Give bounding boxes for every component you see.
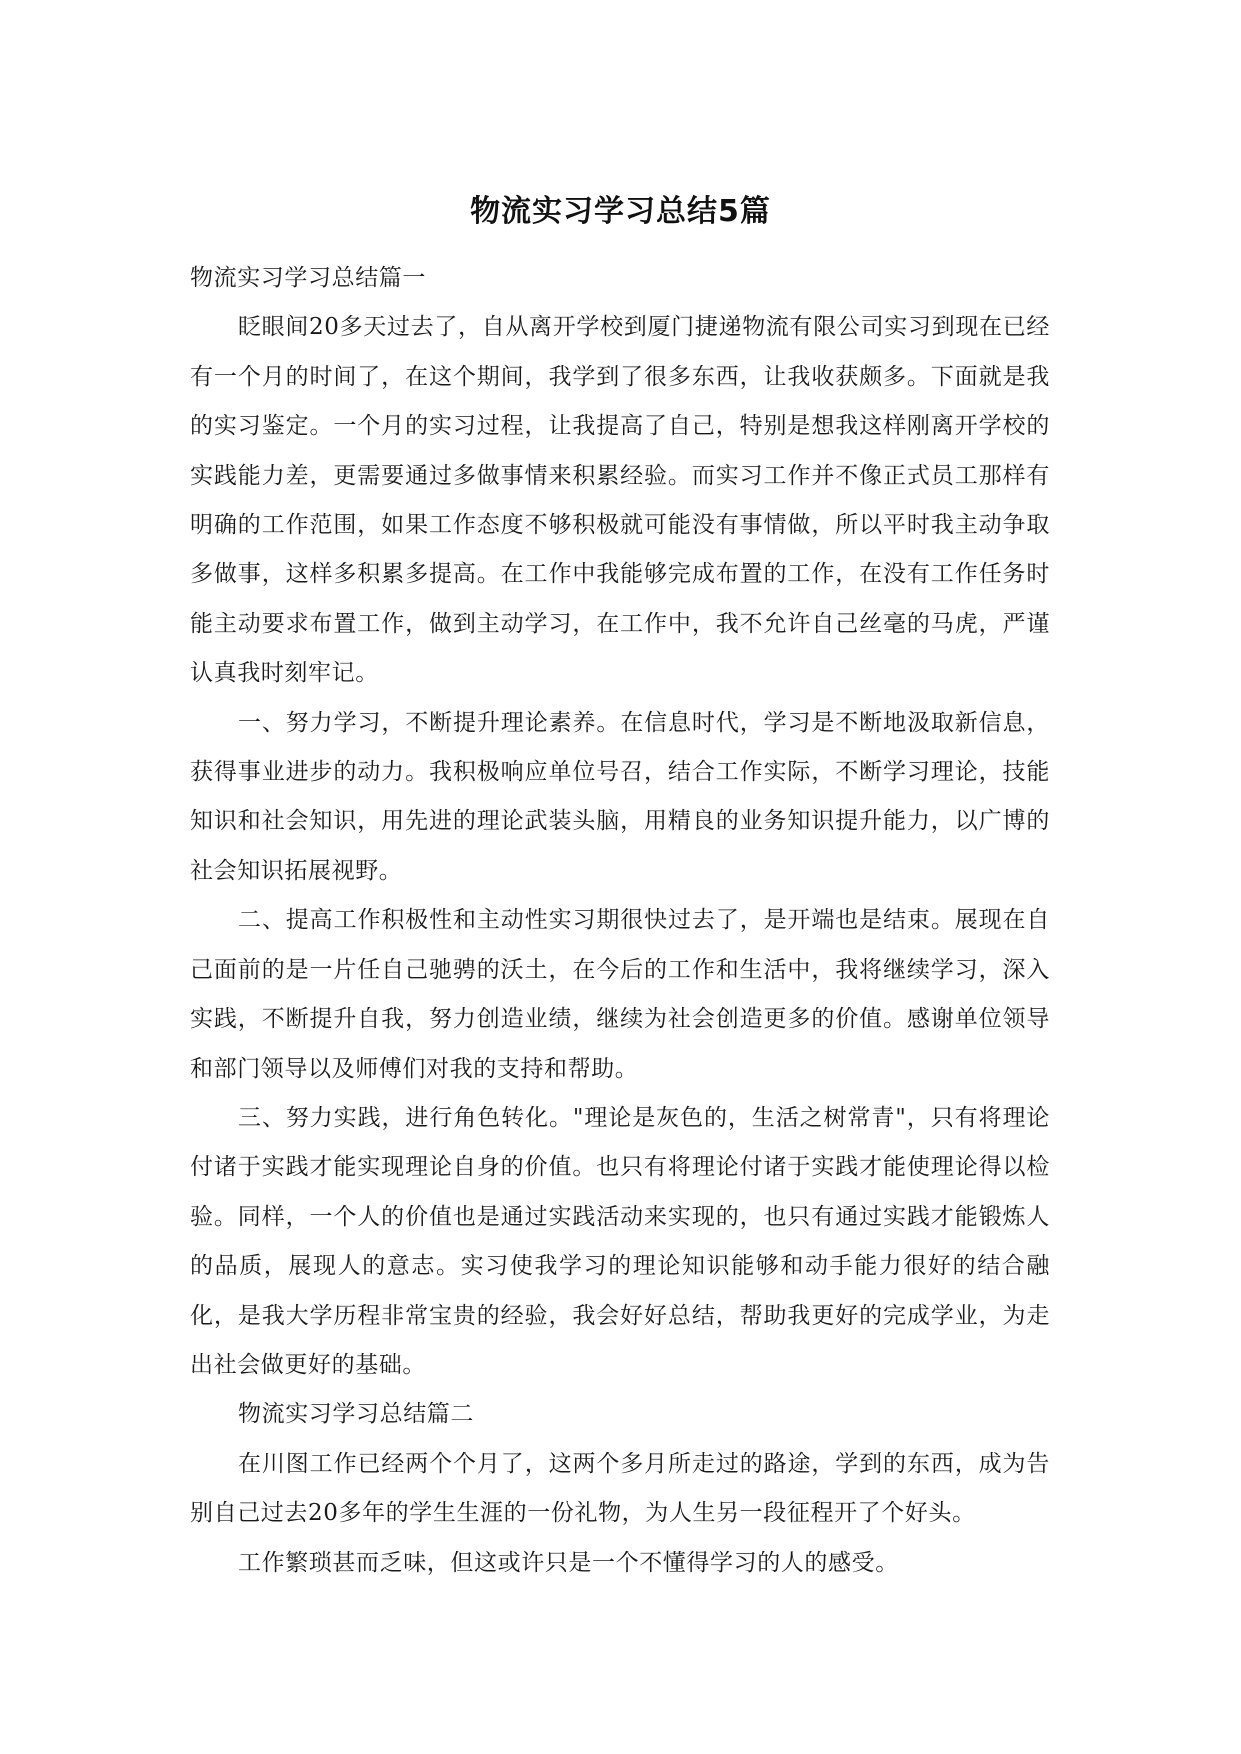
paragraph: 二、提高工作积极性和主动性实习期很快过去了，是开端也是结束。展现在自己面前的是一片任自己驰骋的沃土，在今后的工作和生活中，我将继续学习，深入实践，不断提升自我，努力创造业绩，继续为社会创造更多的价值。感谢单位领导和部门领导以及师傅们对我的支持和帮助。 [190, 907, 1050, 1082]
paragraph: 工作繁琐甚而乏味，但这或许只是一个不懂得学习的人的感受。 [238, 1549, 899, 1576]
section-heading-2: 物流实习学习总结篇二 [238, 1401, 474, 1428]
paragraph: 一、努力学习，不断提升理论素养。在信息时代，学习是不断地汲取新信息，获得事业进步的动力。我积极响应单位号召，结合工作实际，不断学习理论，技能知识和社会知识，用先进的理论武装头脑，用精良的业务知识提升能力，以广博的社会知识拓展视野。 [190, 709, 1050, 884]
document-title: 物流实习学习总结5篇 [470, 194, 771, 229]
paragraph: 眨眼间20多天过去了，自从离开学校到厦门捷递物流有限公司实习到现在已经有一个月的时间了，在这个期间，我学到了很多东西，让我收获颇多。下面就是我的实习鉴定。一个月的实习过程，让我提高了自己，特别是想我这样刚离开学校的实践能力差，更需要通过多做事情来积累经验。而实习工作并不像正式员工那样有明确的工作范围，如果工作态度不够积极就可能没有事情做，所以平时我主动争取多做事，这样多积累多提高。在工作中我能够完成布置的工作，在没有工作任务时能主动要求布置工作，做到主动学习，在工作中，我不允许自己丝毫的马虎，严谨认真我时刻牢记。 [190, 314, 1050, 687]
section-heading-1: 物流实习学习总结篇一 [190, 265, 426, 291]
paragraph: 三、努力实践，进行角色转化。"理论是灰色的，生活之树常青"，只有将理论付诸于实践才能实现理论自身的价值。也只有将理论付诸于实践才能使理论得以检验。同样，一个人的价值也是通过实践活动来实现的，也只有通过实践才能锻炼人的品质，展现人的意志。实习使我学习的理论知识能够和动手能力很好的结合融化，是我大学历程非常宝贵的经验，我会好好总结，帮助我更好的完成学业，为走出社会做更好的基础。 [190, 1104, 1050, 1378]
paragraph: 在川图工作已经两个个月了，这两个多月所走过的路途，学到的东西，成为告别自己过去20多年的学生生涯的一份礼物，为人生另一段征程开了个好头。 [190, 1450, 1050, 1527]
document-body [190, 254, 1050, 1588]
